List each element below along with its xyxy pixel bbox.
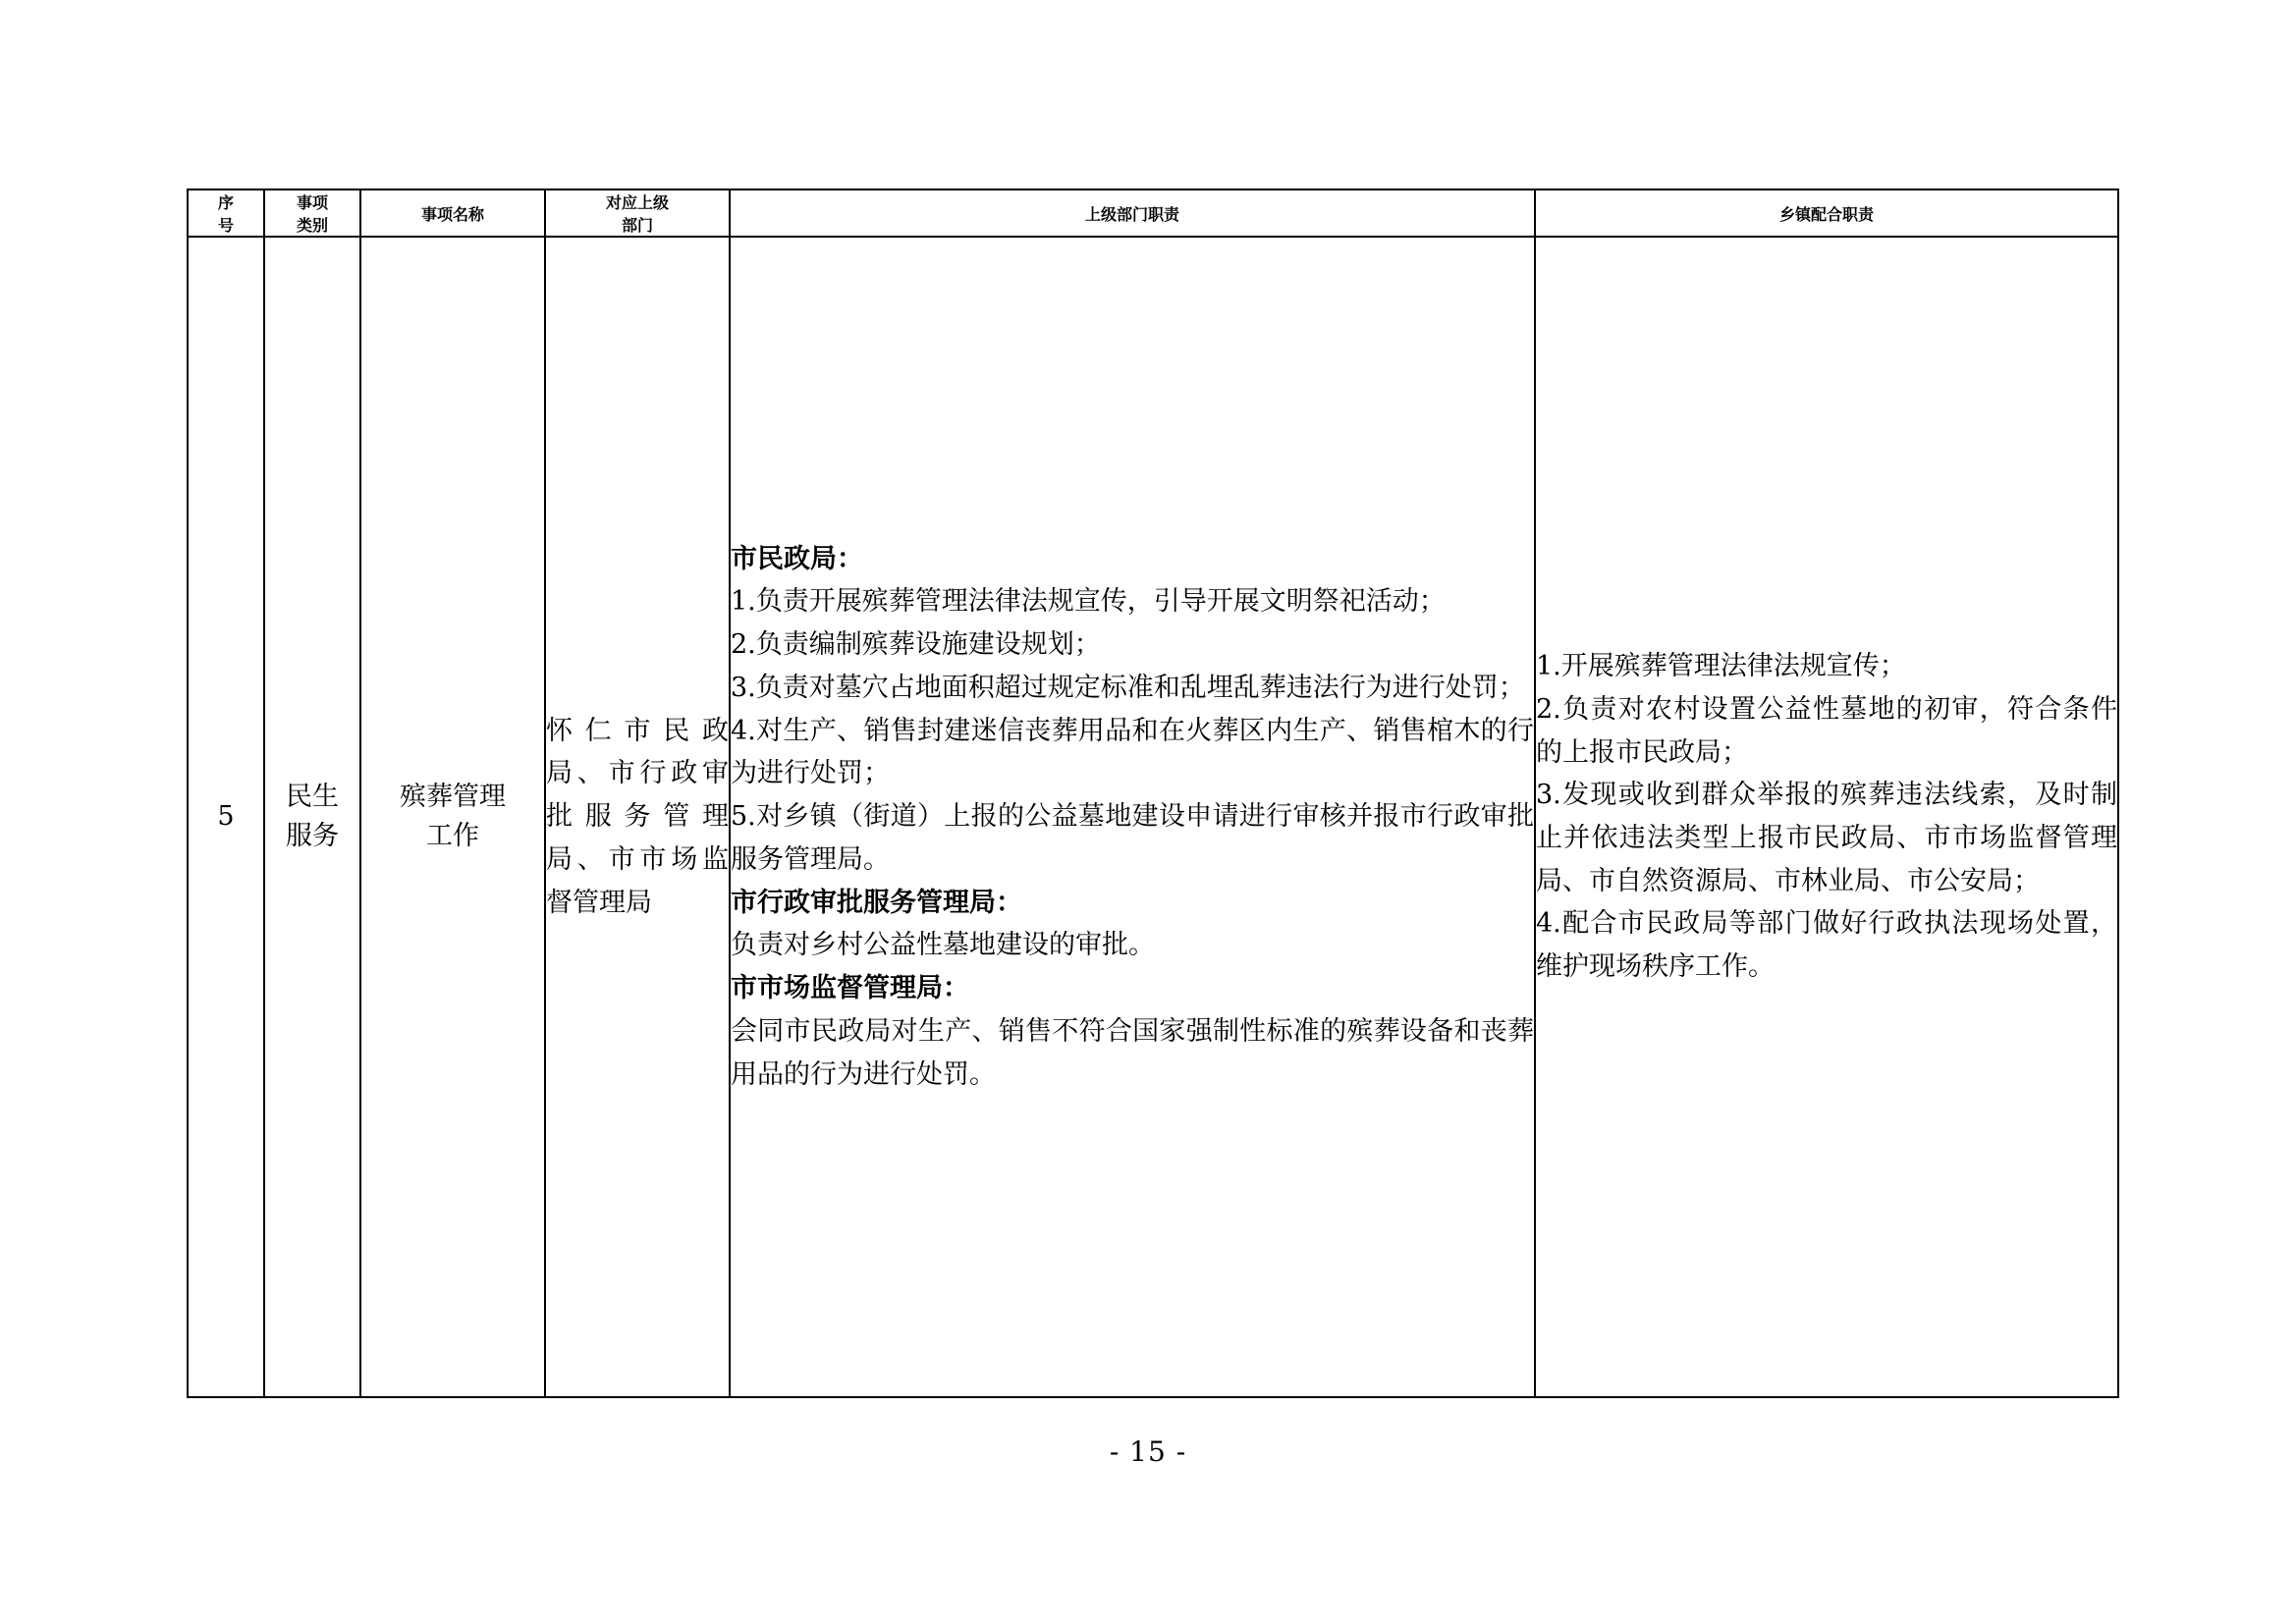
cell-category: 民生 服务 bbox=[264, 237, 360, 1397]
page-number: - 15 - bbox=[1109, 1435, 1187, 1468]
cell-upper-duties: 市民政局： 1.负责开展殡葬管理法律法规宣传，引导开展文明祭祀活动； 2.负责编制殡葬设施建设规划； 3.负责对墓穴占地面积超过规定标准和乱埋乱葬违法行为进行处罚； 4.对生产、销售封建迷信丧葬用品和在火葬区内生产、销售棺木的行为进行处罚； 5.对乡镇（街道）上报的公益墓地建设申请进行审核并报市行政审批服务管理局。 市行政审批服务管理局： 负责对乡村公益性墓地建设的审批。 市市场监督管理局： 会同市民政局对生产、销售不符合国家强制性标准的殡葬设备和丧葬用品的行为进行处罚。 bbox=[730, 237, 1535, 1397]
header-seq: 序 号 bbox=[188, 189, 264, 237]
responsibility-table bbox=[187, 189, 2119, 1398]
cell-item-name: 殡葬管理 工作 bbox=[360, 237, 545, 1397]
table-row bbox=[188, 237, 2118, 1397]
header-upper-duties: 上级部门职责 bbox=[730, 189, 1535, 237]
cell-upper-dept: 怀仁市民政局、市行政审批服务管理局、市市场监督管理局 bbox=[545, 237, 730, 1397]
cell-town-duties: 1.开展殡葬管理法律法规宣传； 2.负责对农村设置公益性墓地的初审，符合条件的上报市民政局； 3.发现或收到群众举报的殡葬违法线索，及时制止并依违法类型上报市民政局、市市场监督管理局、市自然资源局、市林业局、市公安局； 4.配合市民政局等部门做好行政执法现场处置，维护现场秩序工作。 bbox=[1535, 237, 2118, 1397]
header-item-name: 事项名称 bbox=[360, 189, 545, 237]
header-town-duties: 乡镇配合职责 bbox=[1535, 189, 2118, 237]
table-header-row bbox=[188, 189, 2118, 237]
header-category: 事项 类别 bbox=[264, 189, 360, 237]
cell-seq: 5 bbox=[188, 237, 264, 1397]
header-upper-dept: 对应上级 部门 bbox=[545, 189, 730, 237]
